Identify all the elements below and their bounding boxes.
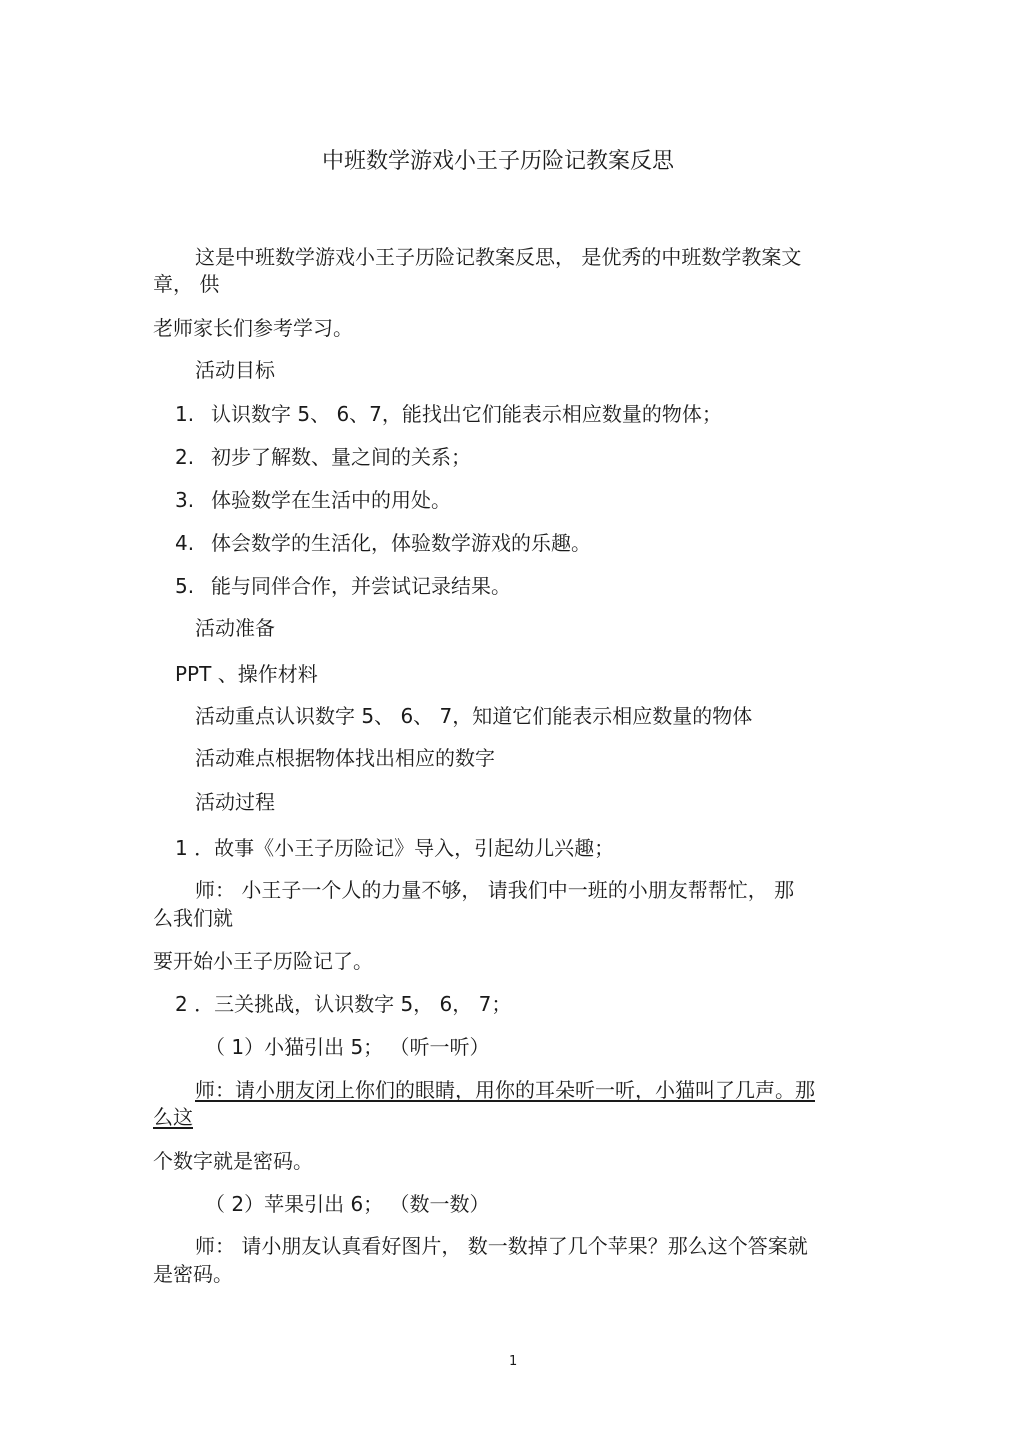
step1-teacher-line-2: 么我们就 [153, 906, 233, 930]
page-number: 1 [509, 1354, 518, 1369]
goals-heading: 活动目标 [195, 358, 275, 382]
goal-item [175, 401, 722, 427]
goal-number: 3. [175, 488, 195, 512]
goal-text: 认识数字 5、 6、7，能找出它们能表示相应数量的物体； [211, 402, 722, 426]
goal-text: 初步了解数、量之间的关系； [211, 445, 471, 469]
sub1-teacher-line-2: 么这 [153, 1105, 193, 1129]
sub1-teacher-line-3: 个数字就是密码。 [153, 1149, 313, 1173]
document-title: 中班数学游戏小王子历险记教案反思 [322, 149, 675, 174]
goal-item [175, 573, 511, 599]
prep-text: PPT 、操作材料 [175, 662, 318, 686]
key-point: 活动重点认识数字 5、 6、 7，知道它们能表示相应数量的物体 [195, 704, 753, 728]
prep-heading: 活动准备 [195, 616, 275, 640]
goal-item [175, 487, 451, 513]
goal-number: 2. [175, 445, 195, 469]
process-heading: 活动过程 [195, 790, 275, 814]
goal-number: 4. [175, 531, 195, 555]
goal-number: 5. [175, 574, 195, 598]
goal-item [175, 444, 471, 470]
goal-text: 体会数学的生活化，体验数学游戏的乐趣。 [211, 531, 591, 555]
step-1: 1 ．故事《小王子历险记》导入，引起幼儿兴趣； [175, 836, 615, 860]
sub-step-2: （ 2）苹果引出 6； （数一数） [205, 1192, 490, 1216]
difficulty: 活动难点根据物体找出相应的数字 [195, 746, 495, 770]
step1-teacher-line-3: 要开始小王子历险记了。 [153, 949, 373, 973]
sub2-teacher-line-2: 是密码。 [153, 1262, 233, 1286]
goal-text: 体验数学在生活中的用处。 [211, 488, 451, 512]
sub2-teacher-line-1: 师： 请小朋友认真看好图片， 数一数掉了几个苹果？那么这个答案就 [195, 1234, 808, 1258]
intro-line-3: 老师家长们参考学习。 [153, 316, 353, 340]
intro-line-2: 章， 供 [153, 272, 220, 296]
goal-text: 能与同伴合作，并尝试记录结果。 [211, 574, 511, 598]
goal-item [175, 530, 591, 556]
step-2: 2 ．三关挑战，认识数字 5， 6， 7； [175, 992, 512, 1016]
intro-line-1: 这是中班数学游戏小王子历险记教案反思， 是优秀的中班数学教案文 [195, 245, 802, 269]
step1-teacher-line-1: 师： 小王子一个人的力量不够， 请我们中一班的小朋友帮帮忙， 那 [195, 878, 795, 902]
goal-number: 1. [175, 402, 195, 426]
sub1-teacher-line-1: 师：请小朋友闭上你们的眼睛，用你的耳朵听一听，小猫叫了几声。那 [195, 1078, 815, 1102]
sub-step-1: （ 1）小猫引出 5； （听一听） [205, 1035, 490, 1059]
